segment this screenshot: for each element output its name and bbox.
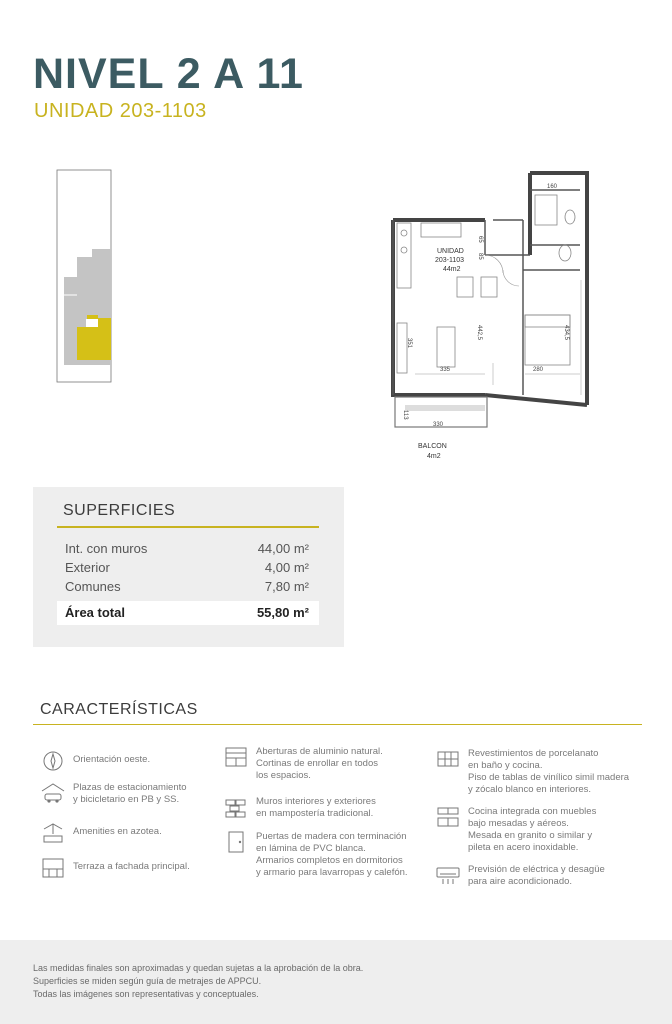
- dim-65: 65: [477, 236, 483, 243]
- dim-280: 280: [533, 367, 544, 373]
- footer-line: Todas las imágenes son representativas y conceptuales.: [33, 989, 259, 999]
- feature-item: [223, 746, 423, 782]
- feature-text: Plazas de estacionamiento y bicicletario en PB y SS.: [73, 782, 187, 805]
- dim-bath-width: 160: [547, 184, 558, 190]
- plan-unit-label: UNIDAD: [437, 248, 464, 255]
- parking-icon: [40, 782, 66, 804]
- surfaces-divider: [57, 526, 319, 528]
- feature-text: Cocina integrada con muebles bajo mesadas y aéreos. Mesada en granito o similar y pileta en acero inoxidable.: [468, 806, 597, 853]
- balcony-label: BALCON: [418, 443, 447, 450]
- feature-text: Puertas de madera con terminación en lámina de PVC blanca. Armarios completos en dormitorios y armario para lavarropas y calefón.: [256, 831, 408, 878]
- dim-442-5: 442,5: [476, 325, 482, 341]
- surface-total-value: 55,80 m²: [256, 605, 309, 620]
- building-locator-plan: [50, 165, 130, 385]
- dim-330: 330: [433, 422, 444, 428]
- feature-item: [40, 782, 220, 806]
- footer-line: Superficies se miden según guía de metrajes de APPCU.: [33, 976, 262, 986]
- feature-item: [223, 831, 433, 879]
- surface-value: 4,00 m²: [264, 560, 309, 575]
- dim-434-5: 434,5: [563, 325, 569, 341]
- balcony-area: 4m2: [427, 453, 441, 460]
- surface-row: [65, 541, 309, 556]
- air-conditioner-icon: [435, 864, 461, 886]
- footer-notes: [33, 962, 363, 1001]
- surface-total-label: Área total: [65, 605, 125, 620]
- feature-text: Aberturas de aluminio natural. Cortinas de enrollar en todos los espacios.: [256, 746, 383, 781]
- surface-value: 7,80 m²: [264, 579, 309, 594]
- surface-value: 44,00 m²: [257, 541, 309, 556]
- kitchen-icon: [435, 806, 461, 828]
- dim-85: 85: [477, 253, 483, 260]
- feature-text: Amenities en azotea.: [73, 826, 162, 837]
- features-title: CARACTERÍSTICAS: [40, 701, 198, 718]
- tiles-icon: [435, 748, 461, 770]
- dim-113: 113: [402, 410, 408, 420]
- feature-text: Terraza a fachada principal.: [73, 861, 190, 872]
- feature-item: [40, 822, 220, 844]
- terrace-icon: [40, 857, 66, 879]
- rooftop-icon: [40, 822, 66, 844]
- feature-text: Orientación oeste.: [73, 754, 151, 765]
- page-title: NIVEL 2 A 11: [33, 50, 304, 98]
- surface-row: [65, 579, 309, 594]
- feature-item: [40, 857, 220, 879]
- feature-item: [435, 748, 650, 796]
- feature-text: Previsión de eléctrica y desagüe para aire acondicionado.: [468, 864, 605, 887]
- surface-label: Int. con muros: [65, 541, 148, 556]
- surfaces-title: SUPERFICIES: [63, 502, 176, 519]
- window-icon: [223, 746, 249, 768]
- surface-total-row: [65, 605, 309, 620]
- dim-351: 351: [406, 338, 412, 349]
- surface-label: Comunes: [65, 579, 121, 594]
- compass-icon: [40, 750, 66, 772]
- page-subtitle: UNIDAD 203-1103: [34, 100, 207, 122]
- feature-item: [435, 864, 650, 888]
- footer-line: Las medidas finales son aproximadas y quedan sujetas a la aprobación de la obra.: [33, 963, 364, 973]
- features-divider: [33, 724, 642, 725]
- surface-row: [65, 560, 309, 575]
- plan-unit-area: 44m2: [443, 266, 461, 273]
- feature-text: Muros interiores y exteriores en mampostería tradicional.: [256, 796, 376, 819]
- feature-text: Revestimientos de porcelanato en baño y cocina. Piso de tablas de vinílico simil madera y zócalo blanco en interiores.: [468, 748, 630, 795]
- feature-item: [40, 750, 220, 772]
- surface-label: Exterior: [65, 560, 110, 575]
- feature-item: [223, 796, 423, 820]
- brick-wall-icon: [223, 796, 249, 818]
- floor-plan: [385, 165, 595, 465]
- dim-335: 335: [440, 367, 451, 373]
- plan-unit-code: 203-1103: [435, 257, 465, 264]
- door-icon: [223, 831, 249, 853]
- feature-item: [435, 806, 650, 854]
